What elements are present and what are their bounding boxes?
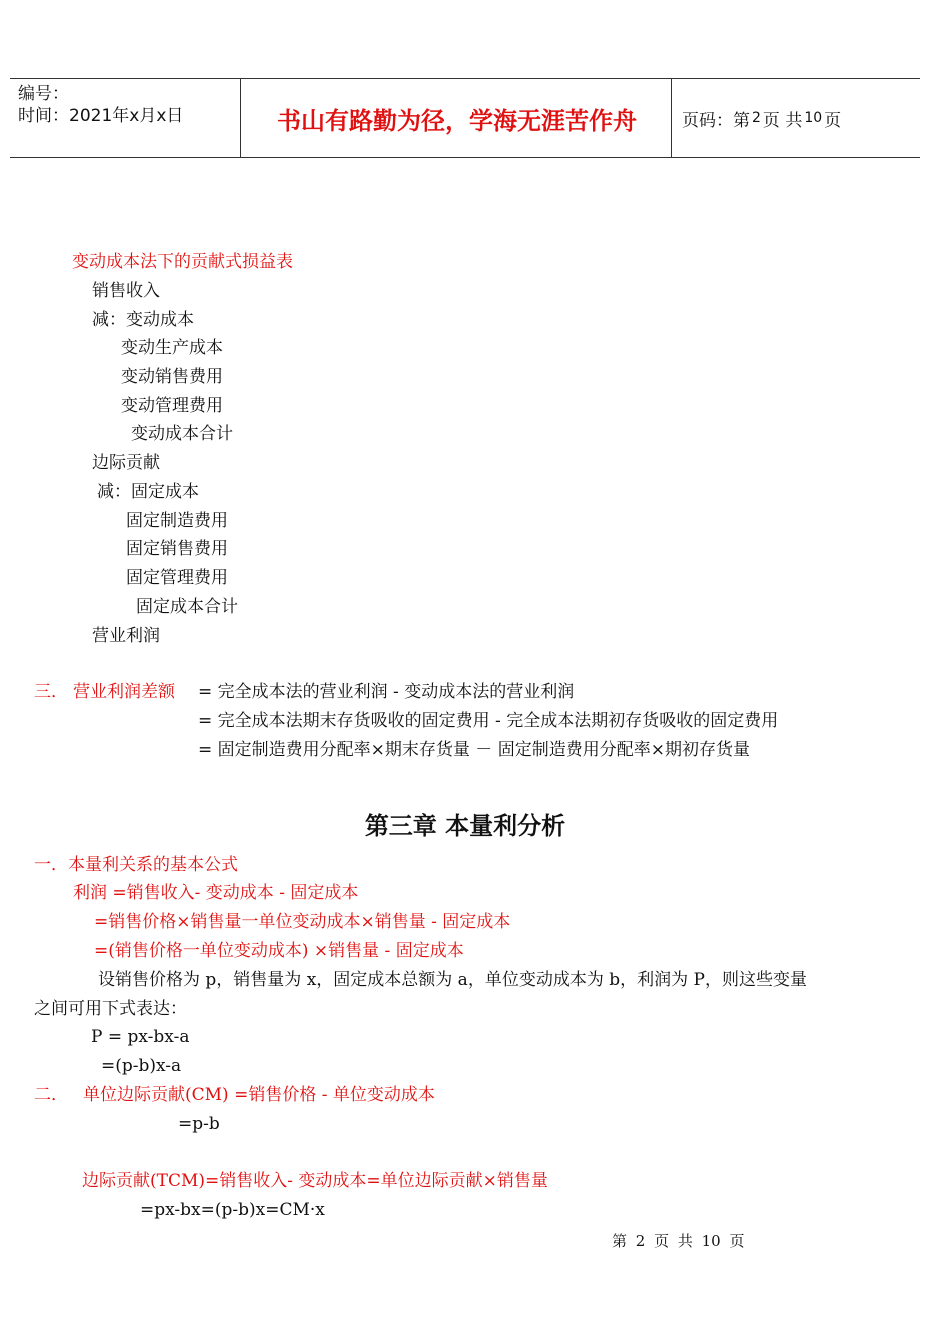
page-header [10, 78, 920, 158]
header-page-indicator [682, 79, 841, 157]
formula-line: 边际贡献(TCM)=销售收入- 变动成本=单位边际贡献×销售量 [82, 1171, 548, 1191]
profit-diff-eq2: = 完全成本法期末存货吸收的固定费用 - 完全成本法期初存货吸收的固定费用 [198, 711, 779, 731]
section-heading: 单位边际贡献(CM) =销售价格 - 单位变动成本 [83, 1085, 435, 1105]
formula-line: =(销售价格一单位变动成本) ×销售量 - 固定成本 [94, 941, 464, 961]
statement-line: 减：变动成本 [92, 310, 194, 330]
statement-line: 变动成本合计 [131, 424, 233, 444]
section-heading: 一．本量利关系的基本公式 [34, 855, 238, 875]
header-motto: 书山有路勤为径，学海无涯苦作舟 [277, 106, 637, 135]
header-divider [240, 79, 241, 157]
number-label: 编号： [18, 84, 69, 104]
page-number: 2 [752, 110, 761, 126]
statement-line: 营业利润 [92, 626, 160, 646]
statement-line: 固定管理费用 [126, 568, 228, 588]
date-label: 时间：2021年x月x日 [18, 106, 184, 126]
formula-line: =销售价格×销售量一单位变动成本×销售量 - 固定成本 [94, 912, 511, 932]
profit-diff-term: 营业利润差额 [73, 682, 175, 702]
formula-line: 利润 =销售收入- 变动成本 - 固定成本 [73, 883, 359, 903]
statement-line: 变动销售费用 [121, 367, 223, 387]
section-number: 三． [34, 682, 68, 702]
header-divider [671, 79, 672, 157]
statement-line: 固定成本合计 [136, 597, 238, 617]
page-prefix: 页码：第 [682, 110, 750, 131]
page-mid: 页 共 [762, 110, 803, 131]
page-suffix: 页 [824, 110, 842, 131]
page-footer: 第 2 页 共 10 页 [612, 1232, 745, 1250]
statement-line: 固定销售费用 [126, 539, 228, 559]
page-total: 10 [804, 110, 823, 126]
statement-line: 变动生产成本 [121, 338, 223, 358]
equation-line: =p-b [178, 1114, 220, 1134]
statement-title: 变动成本法下的贡献式损益表 [72, 252, 293, 272]
paragraph-line: 设销售价格为 p，销售量为 x，固定成本总额为 a，单位变动成本为 b，利润为 P，则这些变量 [98, 970, 807, 990]
paragraph-line: 之间可用下式表达： [34, 999, 187, 1019]
header-meta [18, 83, 240, 127]
profit-diff-eq3: = 固定制造费用分配率×期末存货量 － 固定制造费用分配率×期初存货量 [198, 740, 750, 760]
chapter-title: 第三章 本量利分析 [364, 811, 566, 840]
statement-line: 边际贡献 [92, 453, 160, 473]
equation-line: =(p-b)x-a [101, 1056, 182, 1076]
statement-line: 销售收入 [92, 281, 160, 301]
equation-line: =px-bx=(p-b)x=CM·x [140, 1200, 325, 1220]
profit-diff-eq1: = 完全成本法的营业利润 - 变动成本法的营业利润 [198, 682, 575, 702]
statement-line: 固定制造费用 [126, 511, 228, 531]
statement-line: 减：固定成本 [97, 482, 199, 502]
statement-line: 变动管理费用 [121, 396, 223, 416]
equation-line: P = px-bx-a [91, 1027, 190, 1047]
section-number: 二． [34, 1085, 68, 1105]
